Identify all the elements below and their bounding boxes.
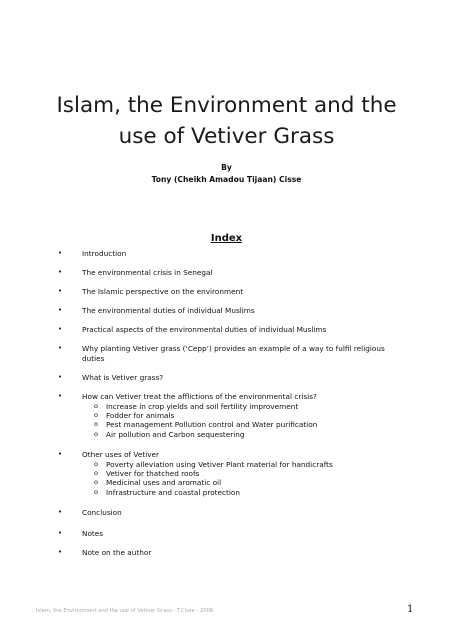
toc-item (58, 508, 398, 518)
sub-list (58, 402, 398, 440)
sub-item-label: Fodder for animals (106, 411, 175, 420)
circle-bullet-icon: o (94, 478, 98, 487)
by-label: By (221, 163, 232, 172)
sub-list-item (94, 487, 398, 497)
bullet-icon: • (58, 548, 63, 556)
title-line-2: use of Vetiver Grass (118, 124, 335, 149)
circle-bullet-icon: o (94, 420, 98, 429)
sub-list-item (94, 469, 398, 478)
sub-list-item (94, 411, 398, 420)
toc-item-label: Note on the author (82, 548, 152, 557)
toc-item (58, 287, 398, 297)
toc-item (58, 529, 398, 539)
toc-item (58, 325, 398, 335)
sub-item-label: Infrastructure and coastal protection (106, 487, 241, 497)
sub-item-label: Pest management Pollution control and Water purification (106, 420, 318, 430)
toc-item-label: Other uses of Vetiver (82, 450, 160, 459)
toc-item (58, 373, 398, 383)
bullet-icon: • (58, 450, 63, 458)
page-footer: Islam, the Environment and the use of Vetiver Grass - T.Cisse - 2008 (36, 608, 214, 614)
toc-item (58, 306, 398, 316)
toc-item (58, 268, 398, 278)
toc-item-label: Practical aspects of the environmental duties of individual Muslims (82, 325, 327, 334)
toc-item-label: Notes (82, 529, 104, 538)
bullet-icon: • (58, 287, 63, 295)
bullet-icon: • (58, 344, 63, 352)
toc-item-label: Why planting Vetiver grass (‘Cepp’) provides an example of a way to fulfil religious duties (82, 344, 385, 363)
title-line-1: Islam, the Environment and the (56, 93, 397, 118)
bullet-icon: • (58, 249, 63, 257)
sub-list-item (94, 420, 398, 430)
circle-bullet-icon: o (94, 469, 98, 477)
index-heading: Index (210, 233, 243, 244)
bullet-icon: • (58, 306, 63, 314)
sub-item-label: Vetiver for thatched roofs (106, 469, 200, 478)
circle-bullet-icon: o (94, 429, 98, 438)
toc-item-label: The environmental duties of individual Muslims (82, 306, 255, 315)
bullet-icon: • (58, 392, 63, 400)
toc-item-label: Conclusion (82, 508, 122, 517)
sub-item-label: Medicinal uses and aromatic oil (106, 478, 222, 488)
sub-list-item (94, 429, 398, 439)
toc-item-label: Introduction (82, 249, 127, 258)
bullet-icon: • (58, 325, 63, 333)
toc-item-label: How can Vetiver treat the afflictions of the environmental crisis? (82, 392, 317, 401)
toc-item-label: The Islamic perspective on the environment (82, 287, 244, 296)
sub-list-item (94, 478, 398, 488)
toc-item (58, 249, 398, 259)
sub-list (58, 460, 398, 498)
toc-item-label: What is Vetiver grass? (82, 373, 164, 382)
bullet-icon: • (58, 529, 63, 537)
document-title (40, 90, 413, 152)
toc-item (58, 450, 398, 497)
bullet-icon: • (58, 268, 63, 276)
page-number: 1 (407, 604, 414, 615)
toc-item (58, 392, 398, 439)
sub-list-item (94, 459, 398, 469)
circle-bullet-icon: o (94, 487, 98, 496)
toc-item (58, 548, 398, 558)
toc-item (58, 344, 398, 363)
sub-item-label: Increase in crop yields and soil fertility improvement (106, 401, 299, 411)
sub-item-label: Poverty alleviation using Vetiver Plant material for handicrafts (106, 459, 333, 469)
circle-bullet-icon: o (94, 401, 98, 410)
byline (40, 162, 413, 186)
sub-item-label: Air pollution and Carbon sequestering (106, 429, 245, 439)
circle-bullet-icon: o (94, 411, 98, 419)
bullet-icon: • (58, 508, 63, 516)
author-name: Tony (Cheikh Amadou Tijaan) Cisse (151, 175, 302, 184)
toc-item-label: The environmental crisis in Senegal (82, 268, 213, 277)
circle-bullet-icon: o (94, 459, 98, 468)
sub-list-item (94, 401, 398, 411)
bullet-icon: • (58, 373, 63, 381)
